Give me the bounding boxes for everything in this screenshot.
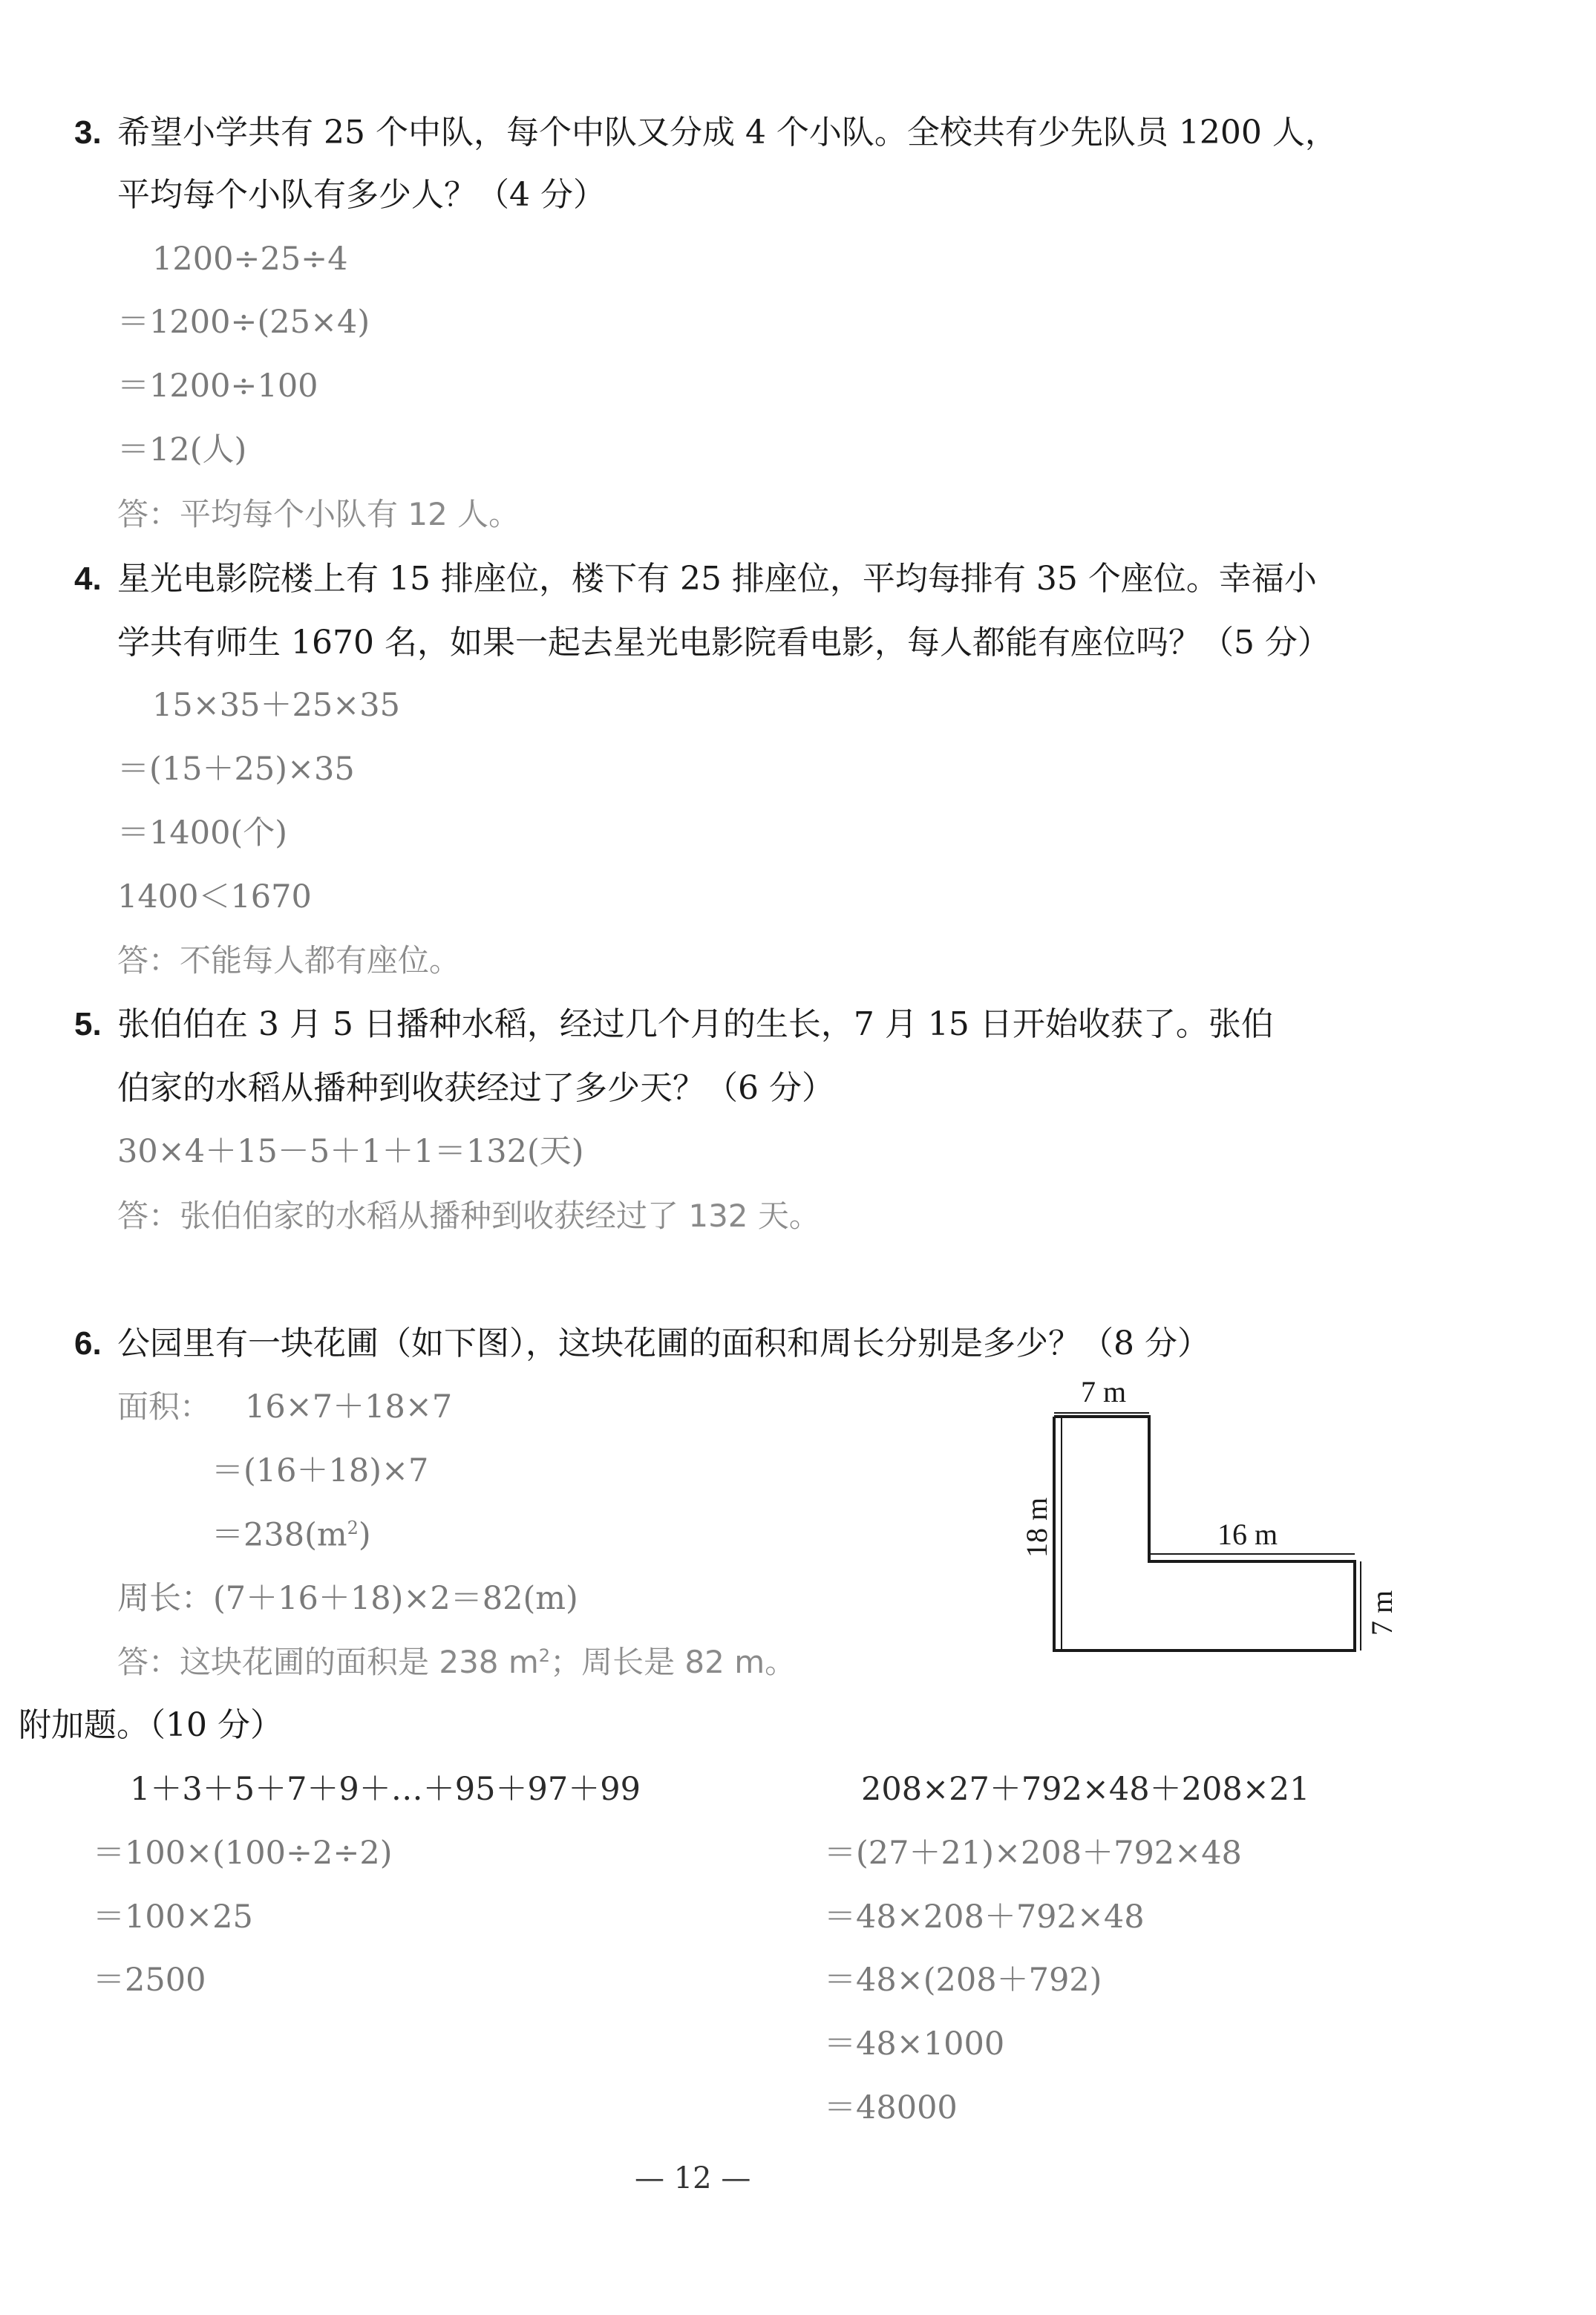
q3-step-4: ＝12(人) (117, 431, 247, 468)
q4-text-line1: 星光电影院楼上有 15 排座位，楼下有 25 排座位，平均每排有 35 个座位。幸福小 (117, 560, 1317, 598)
q5-answer: 答：张伯伯家的水稻从播种到收获经过了 132 天。 (117, 1198, 820, 1234)
q4-step-1: 15×35＋25×35 (152, 687, 400, 724)
page-number: — 12 — (635, 2161, 751, 2195)
q3-text-line2: 平均每个小队有多少人？（4 分） (117, 176, 606, 214)
q6-perimeter: 周长：(7＋16＋18)×2＝82(m) (117, 1580, 578, 1617)
flower-bed-outline (1054, 1417, 1355, 1650)
label-right: 7 m (1365, 1590, 1399, 1636)
flower-bed-figure (1017, 1379, 1403, 1662)
bonus-right-step-2: ＝48×208＋792×48 (824, 1898, 1145, 1936)
bonus-left-step-3: ＝2500 (93, 1962, 206, 1999)
q5-text-line2: 伯家的水稻从播种到收获经过了多少天？（6 分） (117, 1069, 834, 1107)
q6-area-step-1: 16×7＋18×7 (245, 1388, 453, 1426)
q6-number: 6. (74, 1325, 102, 1362)
bonus-right-problem: 208×27＋792×48＋208×21 (861, 1771, 1310, 1808)
label-left: 18 m (1020, 1497, 1053, 1558)
q5-number: 5. (74, 1006, 102, 1042)
bonus-title: 附加题。（10 分） (19, 1706, 283, 1744)
q3-step-3: ＝1200÷100 (117, 368, 318, 405)
q6-area-step-3: $=238(m^2)$ (212, 1516, 371, 1554)
q3-number: 3. (74, 114, 102, 151)
q6-text: 公园里有一块花圃（如下图），这块花圃的面积和周长分别是多少？（8 分） (117, 1325, 1210, 1362)
bonus-right-step-5: ＝48000 (824, 2089, 958, 2126)
bonus-left-step-2: ＝100×25 (93, 1898, 253, 1936)
bonus-right-step-1: ＝(27＋21)×208＋792×48 (824, 1835, 1242, 1872)
q4-step-2: ＝(15＋25)×35 (117, 751, 355, 788)
bonus-right-step-4: ＝48×1000 (824, 2025, 1005, 2063)
q5-step-1: 30×4＋15－5＋1＋1＝132(天) (117, 1133, 584, 1170)
bonus-left-problem: 1＋3＋5＋7＋9＋…＋95＋97＋99 (130, 1771, 641, 1808)
q6-answer: 答：这块花圃的面积是 238 $m^2$；周长是 82 m。 (117, 1644, 797, 1680)
q4-step-4: 1400＜1670 (117, 878, 312, 915)
bonus-right-step-3: ＝48×(208＋792) (824, 1962, 1102, 1999)
q4-answer: 答：不能每人都有座位。 (117, 942, 461, 979)
q4-number: 4. (74, 561, 102, 597)
q3-step-2: ＝1200÷(25×4) (117, 304, 370, 341)
q4-step-3: ＝1400(个) (117, 814, 287, 852)
bonus-left-step-1: ＝100×(100÷2÷2) (93, 1835, 393, 1872)
q3-answer: 答：平均每个小队有 12 人。 (117, 496, 520, 532)
q6-area-label: 面积： (117, 1388, 212, 1425)
label-top: 7 m (1081, 1379, 1127, 1408)
q3-text-line1: 希望小学共有 25 个中队，每个中队又分成 4 个小队。全校共有少先队员 1200 人， (117, 114, 1338, 151)
q5-text-line1: 张伯伯在 3 月 5 日播种水稻，经过几个月的生长，7 月 15 日开始收获了。张伯 (117, 1005, 1274, 1043)
q3-step-1: 1200÷25÷4 (152, 241, 348, 278)
q4-text-line2: 学共有师生 1670 名，如果一起去星光电影院看电影，每人都能有座位吗？（5 分） (117, 624, 1330, 662)
q6-area-step-2: ＝(16＋18)×7 (212, 1452, 429, 1489)
label-inner: 16 m (1217, 1518, 1278, 1551)
